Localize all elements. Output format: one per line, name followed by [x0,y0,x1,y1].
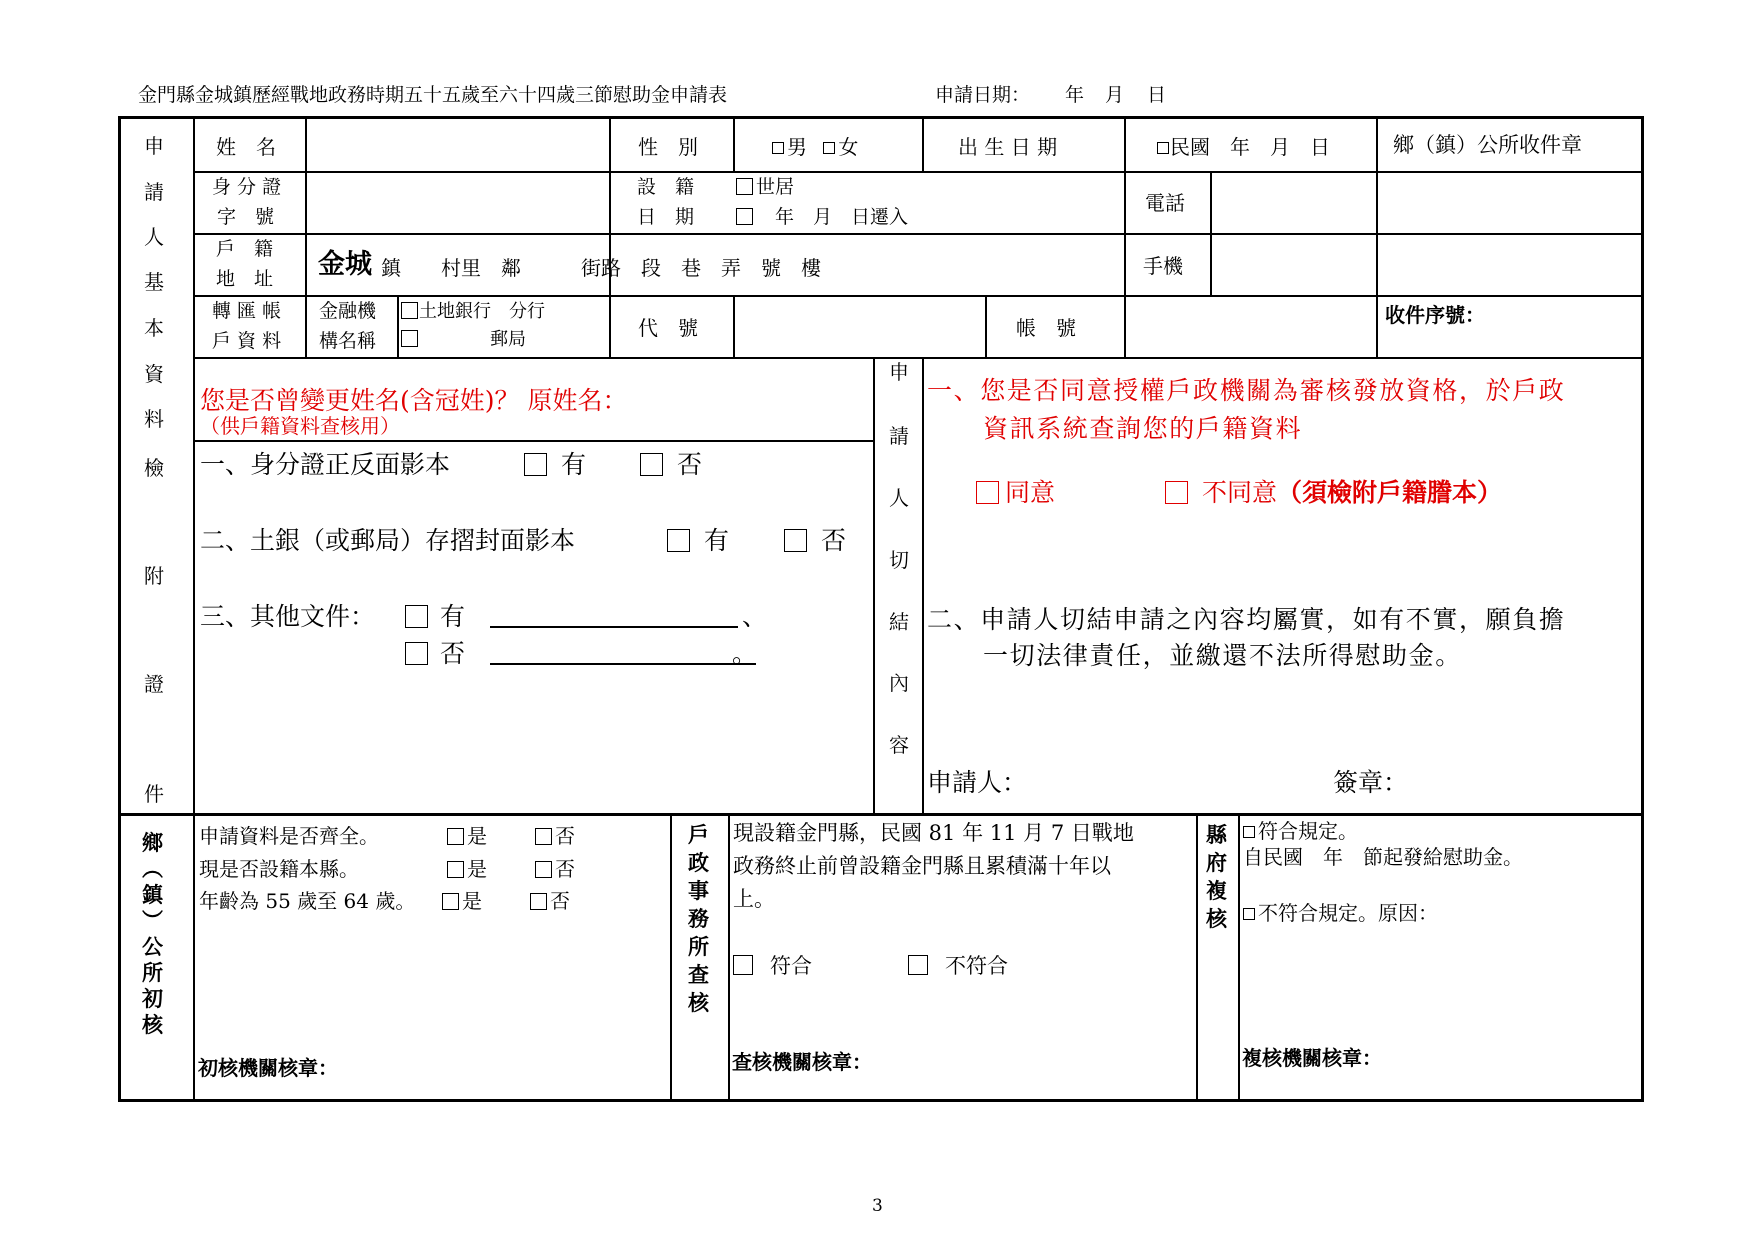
county-label-char: 核 [1206,906,1227,931]
native-resident-label: 世居 [756,176,795,198]
county-label-char: 府 [1206,850,1227,875]
name-change-question: 您是否曾變更姓名(含冠姓)？ 原姓名： [200,386,628,415]
attachment-item-2: 二、土銀（或郵局）存摺封面影本 [200,526,576,555]
name-change-note: （供戶籍資料查核用） [200,414,400,438]
male-label: 男 [787,135,807,159]
town-q1: 申請資料是否齊全。 [199,824,379,848]
phone-label: 電話 [1145,191,1185,215]
transfer-label-line1: 轉 匯 帳 [212,300,282,322]
transfer-label-line2: 戶 資 料 [212,330,282,352]
county-ok-label: 符合規定。 [1258,819,1358,843]
consent-line-2: 資訊系統查詢您的戶籍資料 [983,414,1303,443]
item2-yes-checkbox[interactable] [667,529,690,552]
birth-date-label: 出 生 日 期 [958,135,1058,159]
town-review-label-char: ︶ [142,908,163,933]
household-label-char: 查 [688,962,709,987]
county-not-ok-label: 不符合規定。原因： [1258,901,1438,925]
household-line-1: 現設籍金門縣，民國 81 年 11 月 7 日戰地 [733,821,1134,845]
item1-no-label: 否 [677,450,703,479]
declaration-label-char: 切 [889,548,909,572]
section-label-char: 本 [144,316,164,340]
town-review-label-char: 核 [142,1012,163,1037]
county-seal-label: 複核機關核章： [1242,1046,1382,1070]
county-label-char: 縣 [1206,822,1227,847]
date-day: 日 [1147,84,1167,106]
household-label-char: 務 [688,906,709,931]
household-not-ok-label: 不符合 [945,954,1008,978]
town-review-label-char: 公 [142,934,163,959]
mobile-label: 手機 [1143,254,1183,278]
reg-label-line2: 日 期 [637,206,695,228]
applicant-label: 申請人： [927,768,1028,797]
reg-label-line1: 設 籍 [637,176,695,198]
address-town: 金城 [318,249,372,280]
address-rest[interactable]: 鎮 村里 鄰 街路 段 巷 弄 號 樓 [381,256,821,280]
section-label-char: 證 [144,672,164,696]
disagree-label: 不同意 [1202,478,1278,507]
q3-yes-checkbox[interactable] [442,893,459,910]
household-label-char: 政 [688,850,709,875]
female-label: 女 [838,135,859,159]
item3-no-line[interactable] [490,663,756,665]
declaration-label-char: 內 [889,671,909,695]
town-review-label-char: 初 [142,986,163,1011]
consent-line-1: 一、您是否同意授權戶政機關為審核發放資格，於戶政 [927,376,1566,405]
household-label-char: 所 [688,934,709,959]
agree-label: 同意 [1005,478,1056,507]
section-label-char: 件 [144,782,164,806]
mobile-field[interactable] [1214,238,1372,291]
disagree-checkbox[interactable] [1165,481,1188,504]
item3-no-label: 否 [440,639,466,668]
declaration-label-char: 結 [889,610,909,634]
q3-no-checkbox[interactable] [530,893,547,910]
item3-yes-line[interactable] [490,626,738,628]
item1-yes-label: 有 [561,450,587,479]
address-label-line2: 地 址 [216,268,274,290]
item3-sep-1: 、 [742,602,768,631]
declaration-label-char: 請 [889,424,909,448]
id-label-line1: 身 分 證 [212,176,282,198]
signature-label: 簽章： [1333,768,1409,797]
section-label-char: 資 [144,362,164,386]
declaration-label-char: 容 [889,733,909,757]
item2-no-checkbox[interactable] [784,529,807,552]
post-office-checkbox[interactable] [401,330,418,347]
town-review-label-char: 鄉 [142,830,163,855]
attachment-item-3: 三、其他文件： [200,602,376,631]
bank-code-field[interactable] [738,300,980,353]
town-q3: 年齡為 55 歲至 64 歲。 [199,889,416,913]
section-label-char: 請 [144,180,164,204]
q2-no-label: 否 [555,857,575,881]
id-number-field[interactable] [310,176,604,229]
name-label: 姓 名 [216,135,276,159]
town-q2: 現是否設籍本縣。 [199,857,359,881]
name-field[interactable] [310,122,604,166]
bank-code-label: 代 號 [638,316,698,340]
native-resident-checkbox[interactable] [736,178,753,195]
land-bank-checkbox[interactable] [401,302,418,319]
town-review-label-char: 鎮 [142,882,163,907]
county-label-char: 複 [1206,878,1227,903]
section-label-char: 基 [144,270,164,294]
declaration-label-char: 人 [889,486,909,510]
item1-no-checkbox[interactable] [640,453,663,476]
item3-yes-label: 有 [440,602,466,631]
section-label-char: 檢 [144,456,164,480]
account-field[interactable] [1129,300,1372,353]
section-label-char: 人 [144,225,164,249]
receipt-stamp-label: 鄉（鎮）公所收件章 [1393,133,1582,157]
receipt-number-label: 收件序號： [1385,303,1485,327]
town-review-label-char: 所 [142,960,163,985]
item2-yes-label: 有 [704,526,730,555]
id-label-line2: 字 號 [217,206,275,228]
address-label-line1: 戶 籍 [216,238,274,260]
application-date-label: 申請日期： [935,84,1031,106]
county-not-ok-checkbox[interactable] [1243,908,1255,920]
county-ok-checkbox[interactable] [1243,826,1255,838]
town-review-label-char: ︵ [142,856,163,881]
section-label-char: 附 [144,564,164,588]
household-ok-checkbox[interactable] [733,955,753,975]
q1-no-checkbox[interactable] [535,828,552,845]
date-month: 月 [1105,84,1125,106]
item3-yes-checkbox[interactable] [405,605,428,628]
q3-yes-label: 是 [462,889,482,913]
initial-review-seal-label: 初核機關核章： [198,1056,338,1080]
item3-no-checkbox[interactable] [405,642,428,665]
form-title: 金門縣金城鎮歷經戰地政務時期五十五歲至六十四歲三節慰助金申請表 [138,84,728,106]
account-label: 帳 號 [1016,316,1076,340]
moved-in-checkbox[interactable] [736,208,753,225]
page-number: 3 [872,1196,883,1216]
q2-yes-checkbox[interactable] [447,861,464,878]
household-seal-label: 查核機關核章： [732,1050,872,1074]
phone-field[interactable] [1214,176,1372,229]
agree-checkbox[interactable] [976,481,999,504]
declaration-line-1: 二、申請人切結申請之內容均屬實，如有不實，願負擔 [927,605,1566,634]
household-line-2: 政務終止前曾設籍金門縣且累積滿十年以 [733,854,1111,878]
household-label-char: 事 [688,878,709,903]
item2-no-label: 否 [821,526,847,555]
disagree-note: （須檢附戶籍謄本） [1277,478,1503,507]
gender-label: 性 別 [638,135,698,159]
land-bank-label: 土地銀行 分行 [419,301,545,322]
q2-yes-label: 是 [467,857,487,881]
post-office-label: 郵局 [490,329,526,350]
q1-yes-label: 是 [467,824,487,848]
section-label-char: 料 [144,407,164,431]
declaration-line-2: 一切法律責任，並繳還不法所得慰助金。 [983,641,1462,670]
household-not-ok-checkbox[interactable] [908,955,928,975]
household-label-char: 戶 [688,822,709,847]
household-line-3: 上。 [733,887,775,911]
moved-in-label: 年 月 日遷入 [756,206,909,228]
female-checkbox[interactable] [823,142,835,154]
birth-date-value: 民國 年 月 日 [1170,135,1330,159]
attachment-item-1: 一、身分證正反面影本 [200,450,451,479]
household-label-char: 核 [688,990,709,1015]
declaration-label-char: 申 [889,360,909,384]
q1-yes-checkbox[interactable] [447,828,464,845]
section-label-char: 申 [144,134,164,158]
male-checkbox[interactable] [772,142,784,154]
item1-yes-checkbox[interactable] [524,453,547,476]
q1-no-label: 否 [555,824,575,848]
applicant-signature-area[interactable] [1040,760,1320,805]
date-year: 年 [1065,84,1085,106]
county-from-line: 自民國 年 節起發給慰助金。 [1243,845,1523,869]
bank-label-line1: 金融機 [319,300,377,322]
roc-checkbox[interactable] [1157,142,1169,154]
q3-no-label: 否 [550,889,570,913]
household-ok-label: 符合 [770,954,812,978]
item3-sep-2: 。 [732,639,758,668]
bank-label-line2: 構名稱 [319,330,377,352]
q2-no-checkbox[interactable] [535,861,552,878]
